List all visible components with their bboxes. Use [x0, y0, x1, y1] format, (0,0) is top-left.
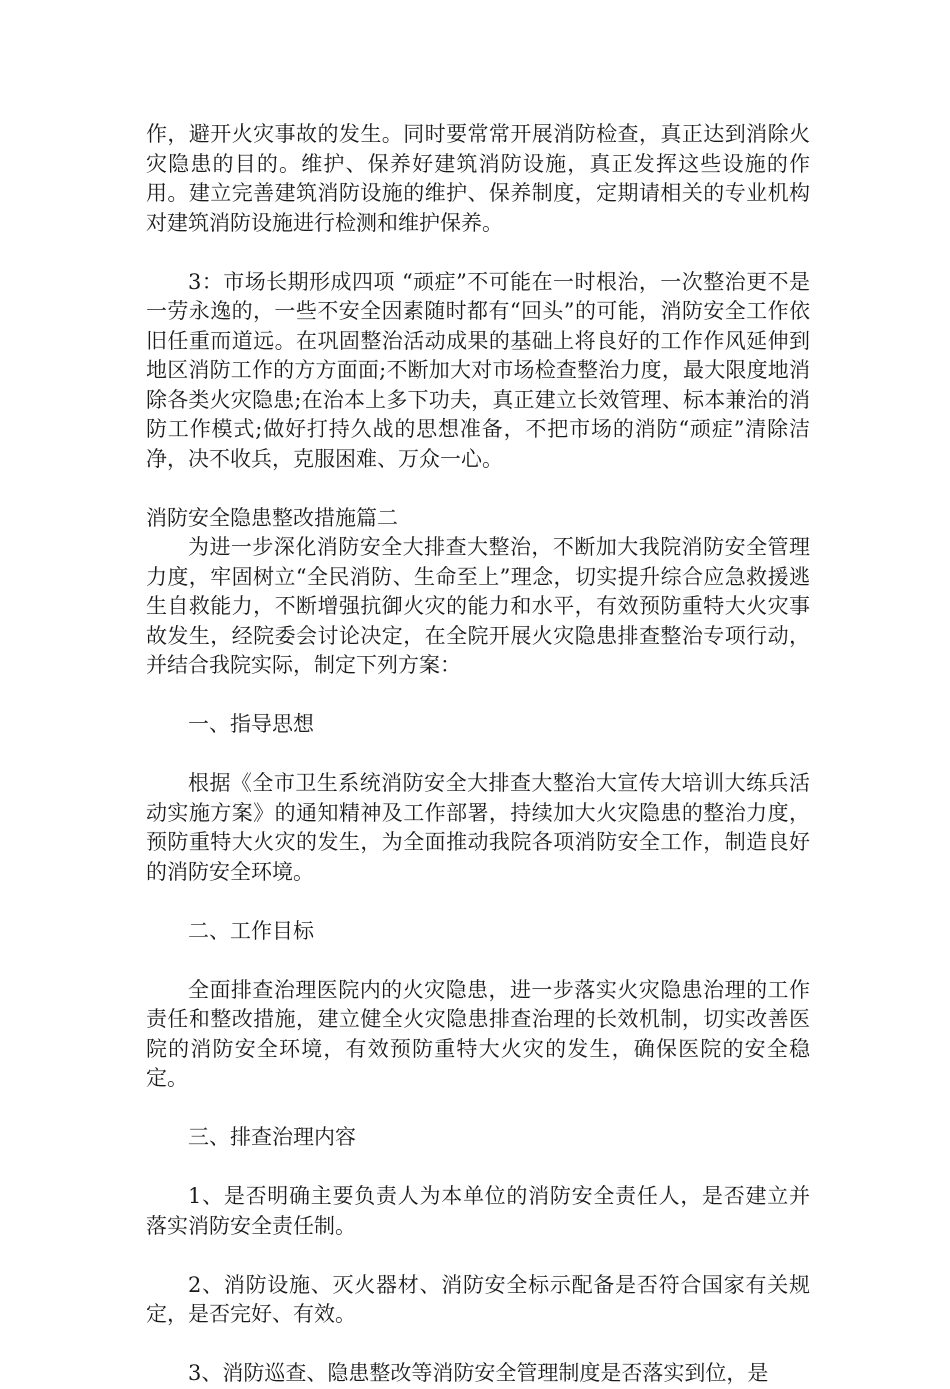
paragraph-continued: 作，避开火灾事故的发生。同时要常常开展消防检查，真正达到消除火灾隐患的目的。维护、保养好建筑消防设施，真正发挥这些设施的作用。建立完善建筑消防设施的维护、保养制度，定期请相关的专业机构对建筑消防设施进行检测和维护保养。 [146, 122, 810, 235]
paragraph-guiding-ideology: 根据《全市卫生系统消防安全大排查大整治大宣传大培训大练兵活动实施方案》的通知精神及工作部署，持续加大火灾隐患的整治力度，预防重特大火灾的发生，为全面推动我院各项消防安全工作，制造良好的消防安全环境。 [146, 771, 810, 884]
paragraph-intro: 为进一步深化消防安全大排查大整治，不断加大我院消防安全管理力度，牢固树立“全民消防、生命至上”理念，切实提升综合应急救援逃生自救能力，不断增强抗御火灾的能力和水平，有效预防重特大火灾事故发生，经院委会讨论决定，在全院开展火灾隐患排查整治专项行动，并结合我院实际，制定下列方案： [146, 535, 810, 677]
document-body [146, 120, 810, 1389]
list-item-3: 3、消防巡查、隐患整改等消防安全管理制度是否落实到位，是 [188, 1361, 769, 1385]
list-item-2: 2、消防设施、灭火器材、消防安全标示配备是否符合国家有关规定，是否完好、有效。 [146, 1272, 810, 1326]
heading-guiding-ideology: 一、指导思想 [188, 712, 314, 736]
section-title: 消防安全隐患整改措施篇二 [146, 505, 398, 530]
paragraph-work-goals: 全面排查治理医院内的火灾隐患，进一步落实火灾隐患治理的工作责任和整改措施，建立健全火灾隐患排查治理的长效机制，切实改善医院的消防安全环境，有效预防重特大火灾的发生，确保医院的安全稳定。 [146, 977, 810, 1090]
heading-work-goals: 二、工作目标 [188, 918, 314, 943]
heading-inspection-content: 三、排查治理内容 [188, 1125, 356, 1149]
paragraph-point-3: 3：市场长期形成四项 “顽症”不可能在一时根治，一次整治更不是一劳永逸的，一些不安全因素随时都有“回头”的可能，消防安全工作依旧任重而道远。在巩固整治活动成果的基础上将良好的工作作风延伸到地区消防工作的方方面面;不断加大对市场检查整治力度，最大限度地消除各类火灾隐患;在治本上多下功夫，真正建立长效管理、标本兼治的消防工作模式;做好打持久战的思想准备，不把市场的消防“顽症”清除洁净，决不收兵，克服困难、万众一心。 [146, 269, 810, 471]
list-item-1: 1、是否明确主要负责人为本单位的消防安全责任人，是否建立并落实消防安全责任制。 [146, 1184, 810, 1238]
